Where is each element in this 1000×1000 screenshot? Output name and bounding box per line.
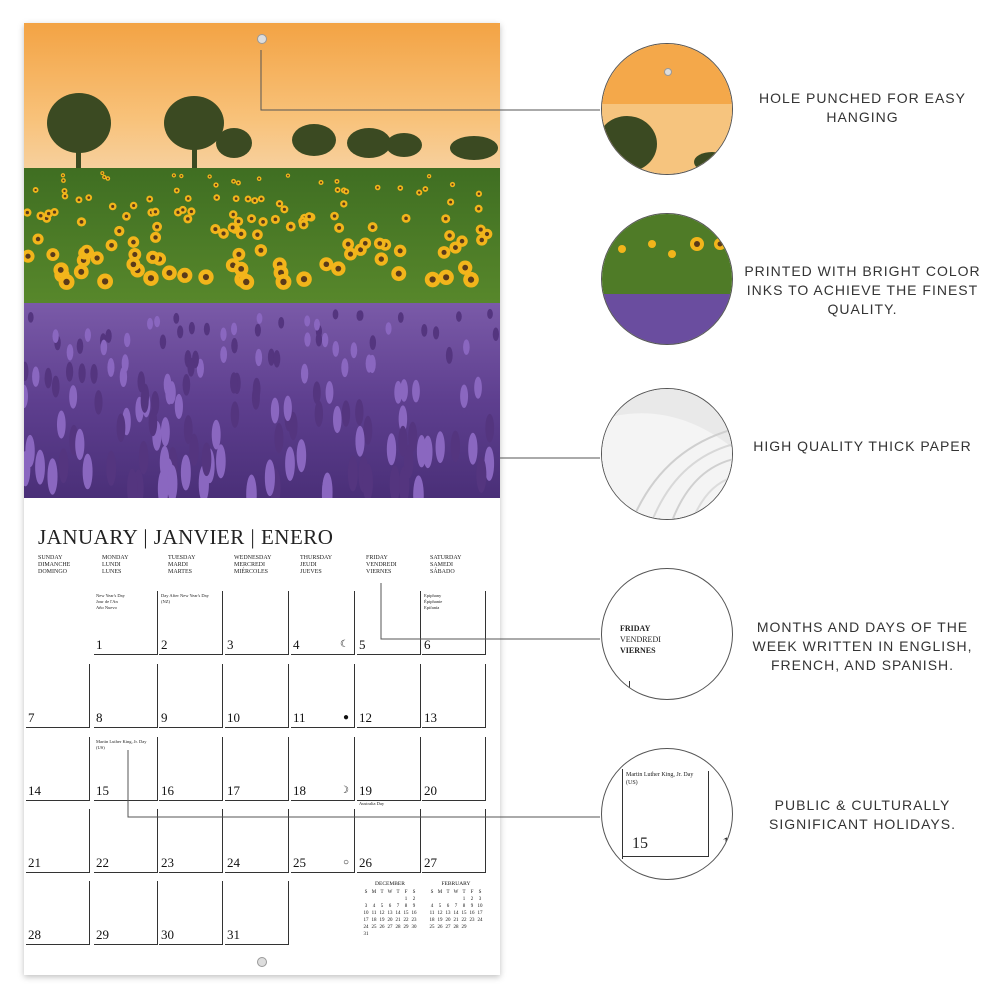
day-name-fr: VENDREDI — [366, 562, 397, 568]
mini-day: 21 — [395, 918, 401, 923]
feature-languages: MONTHS AND DAYS OF THE WEEK WRITTEN IN ENGLISH, FRENCH, AND SPANISH. — [752, 619, 973, 673]
mini-day: 29 — [403, 925, 409, 930]
day-number: 9 — [161, 710, 168, 725]
day-name-es: DOMINGO — [38, 569, 67, 575]
mini-day: 16 — [469, 911, 475, 916]
mini-day: 30 — [411, 925, 417, 930]
holiday-line: (US) — [96, 745, 105, 750]
day-number: 1 — [96, 637, 103, 652]
mini-day: 14 — [395, 911, 401, 916]
day-number: 10 — [227, 710, 240, 725]
mini-day: 13 — [387, 911, 393, 916]
day-number: 31 — [227, 927, 240, 942]
holiday-line: Épiphanie — [424, 599, 443, 604]
day-number: 11 — [293, 710, 306, 725]
holiday-line: New Year's Day — [96, 593, 125, 598]
mini-day: 18 — [371, 918, 377, 923]
mini-day: T — [380, 890, 384, 895]
day-number: 25 — [293, 855, 306, 870]
mini-day: 2 — [470, 897, 474, 902]
mini-day: 5 — [380, 904, 384, 909]
mini-day: S — [364, 890, 368, 895]
day-name-es: MARTES — [168, 569, 192, 575]
mini-day: 6 — [446, 904, 450, 909]
day-number: 2 — [161, 637, 168, 652]
zoom-friday-es: VIERNES — [620, 646, 656, 655]
mini-day: 23 — [469, 918, 475, 923]
day-number: 13 — [424, 710, 437, 725]
day-name-en: MONDAY — [102, 555, 129, 561]
day-number: 3 — [227, 637, 234, 652]
mini-day: 5 — [438, 904, 442, 909]
mini-day: 11 — [429, 911, 435, 916]
feature-paper: HIGH QUALITY THICK PAPER — [753, 438, 972, 454]
mini-month-title: DECEMBER — [375, 881, 405, 887]
holiday-line: Epifanía — [424, 605, 440, 610]
month-title: JANUARY | JANVIER | ENERO — [38, 525, 334, 549]
mini-day: 24 — [477, 918, 483, 923]
day-number: 21 — [28, 855, 41, 870]
day-name-en: SUNDAY — [38, 555, 63, 561]
day-number: 6 — [424, 637, 431, 652]
mini-day: S — [478, 890, 482, 895]
mini-day: 17 — [363, 918, 369, 923]
mini-day: 7 — [396, 904, 400, 909]
day-name-en: TUESDAY — [168, 555, 196, 561]
mini-day: 17 — [477, 911, 483, 916]
holiday-line: Jour de l'An — [96, 599, 118, 604]
mini-day: T — [446, 890, 450, 895]
zoom-holiday-next: 1 — [722, 835, 730, 852]
mini-day: 28 — [395, 925, 401, 930]
mini-day: 31 — [363, 932, 369, 937]
day-number: 30 — [161, 927, 174, 942]
mini-day: 14 — [453, 911, 459, 916]
mini-day: 20 — [445, 918, 451, 923]
mini-day: 9 — [470, 904, 474, 909]
mini-day: 10 — [477, 904, 483, 909]
day-number: 12 — [359, 710, 372, 725]
day-number: 8 — [96, 710, 103, 725]
mini-day: 21 — [453, 918, 459, 923]
day-name-fr: DIMANCHE — [38, 562, 71, 568]
day-number: 28 — [28, 927, 41, 942]
mini-day: 28 — [453, 925, 459, 930]
mini-day: 4 — [430, 904, 434, 909]
mini-day: 27 — [387, 925, 393, 930]
mini-day: 8 — [462, 904, 466, 909]
day-name-es: MIÉRCOLES — [234, 569, 269, 575]
day-name-es: SÁBADO — [430, 569, 455, 575]
mini-day: 23 — [411, 918, 417, 923]
mini-day: S — [430, 890, 434, 895]
day-name-es: VIERNES — [366, 569, 392, 575]
mini-day: 4 — [372, 904, 376, 909]
mini-day: T — [396, 890, 400, 895]
holiday-line: Año Nuevo — [96, 605, 117, 610]
zoom-friday-fr: VENDREDI — [620, 635, 661, 644]
day-number: 26 — [359, 855, 372, 870]
moon-phase-icon: ☾ — [340, 639, 349, 650]
day-name-en: FRIDAY — [366, 555, 388, 561]
zoom-holiday-name: Martin Luther King, Jr. Day — [626, 772, 694, 778]
feature-color: PRINTED WITH BRIGHT COLOR INKS TO ACHIEVE THE FINEST QUALITY. — [744, 263, 981, 317]
mini-day: 7 — [454, 904, 458, 909]
day-name-en: SATURDAY — [430, 555, 462, 561]
feature-hole: HOLE PUNCHED FOR EASY HANGING — [759, 90, 966, 125]
day-number: 18 — [293, 783, 306, 798]
mini-day: 6 — [388, 904, 392, 909]
mini-day: M — [437, 890, 443, 895]
day-number: 20 — [424, 783, 437, 798]
day-number: 22 — [96, 855, 109, 870]
feature-holidays: PUBLIC & CULTURALLY SIGNIFICANT HOLIDAYS. — [769, 797, 956, 832]
holiday-line: Day After New Year's Day — [161, 593, 209, 598]
day-name-en: THURSDAY — [300, 555, 333, 561]
day-number: 24 — [227, 855, 240, 870]
mini-day: F — [404, 890, 408, 895]
mini-day: 19 — [437, 918, 443, 923]
mini-day: 12 — [379, 911, 385, 916]
day-name-fr: LUNDI — [102, 562, 121, 568]
day-name-es: JUEVES — [300, 569, 322, 575]
mini-day: 8 — [404, 904, 408, 909]
day-number: 4 — [293, 637, 300, 652]
mini-day: 24 — [363, 925, 369, 930]
day-number: 5 — [359, 637, 366, 652]
mini-day: F — [470, 890, 474, 895]
zoom-paper-circle — [601, 388, 733, 520]
mini-day: S — [412, 890, 416, 895]
mini-day: W — [453, 890, 459, 895]
day-number: 16 — [161, 783, 174, 798]
moon-phase-icon: ☽ — [340, 785, 349, 796]
day-name-fr: MERCREDI — [234, 562, 266, 568]
holiday-line: (NZ) — [161, 599, 170, 604]
day-number: 27 — [424, 855, 437, 870]
zoom-holiday-region: (US) — [626, 780, 638, 786]
zoom-holiday-circle — [601, 748, 733, 880]
day-number: 23 — [161, 855, 174, 870]
mini-day: 3 — [478, 897, 482, 902]
mini-day: 12 — [437, 911, 443, 916]
mini-day: 19 — [379, 918, 385, 923]
day-number: 17 — [227, 783, 240, 798]
day-name-fr: MARDI — [168, 562, 189, 568]
mini-day: 25 — [371, 925, 377, 930]
mini-day: 15 — [403, 911, 409, 916]
holiday-line: Epiphany — [424, 593, 442, 598]
holiday-note: Australia Day — [359, 801, 385, 806]
moon-phase-icon: ● — [342, 712, 349, 723]
mini-day: 1 — [462, 897, 466, 902]
mini-day: 27 — [445, 925, 451, 930]
day-number: 14 — [28, 783, 41, 798]
zoom-holiday-day: 15 — [632, 835, 648, 852]
mini-day: 26 — [437, 925, 443, 930]
mini-day: 10 — [363, 911, 369, 916]
mini-day: 22 — [461, 918, 467, 923]
day-name-es: LUNES — [102, 569, 122, 575]
mini-day: 26 — [379, 925, 385, 930]
day-number: 7 — [28, 710, 35, 725]
zoom-color-circle — [601, 213, 733, 345]
mini-day: 20 — [387, 918, 393, 923]
mini-day: 18 — [429, 918, 435, 923]
mini-day: 2 — [412, 897, 416, 902]
day-number: 15 — [96, 783, 109, 798]
mini-month-title: FEBRUARY — [441, 881, 471, 887]
mini-day: 15 — [461, 911, 467, 916]
day-name-fr: JEUDI — [300, 562, 317, 568]
day-number: 19 — [359, 783, 372, 798]
mini-day: W — [387, 890, 393, 895]
mini-day: 1 — [404, 897, 408, 902]
mini-day: 13 — [445, 911, 451, 916]
mini-day: 9 — [412, 904, 416, 909]
zoom-friday-en: FRIDAY — [620, 624, 651, 633]
zoom-hole-circle — [601, 43, 733, 175]
day-number: 29 — [96, 927, 109, 942]
mini-day: 22 — [403, 918, 409, 923]
mini-day: 25 — [429, 925, 435, 930]
mini-day: 11 — [371, 911, 377, 916]
mini-day: 29 — [461, 925, 467, 930]
day-name-en: WEDNESDAY — [234, 555, 272, 561]
mini-day: 16 — [411, 911, 417, 916]
day-name-fr: SAMEDI — [430, 562, 454, 568]
holiday-line: Martin Luther King, Jr. Day — [96, 739, 147, 744]
mini-day: 3 — [364, 904, 368, 909]
zoom-days-circle — [601, 568, 733, 700]
mini-day: T — [462, 890, 466, 895]
mini-day: M — [371, 890, 377, 895]
moon-phase-icon: ○ — [342, 857, 349, 868]
